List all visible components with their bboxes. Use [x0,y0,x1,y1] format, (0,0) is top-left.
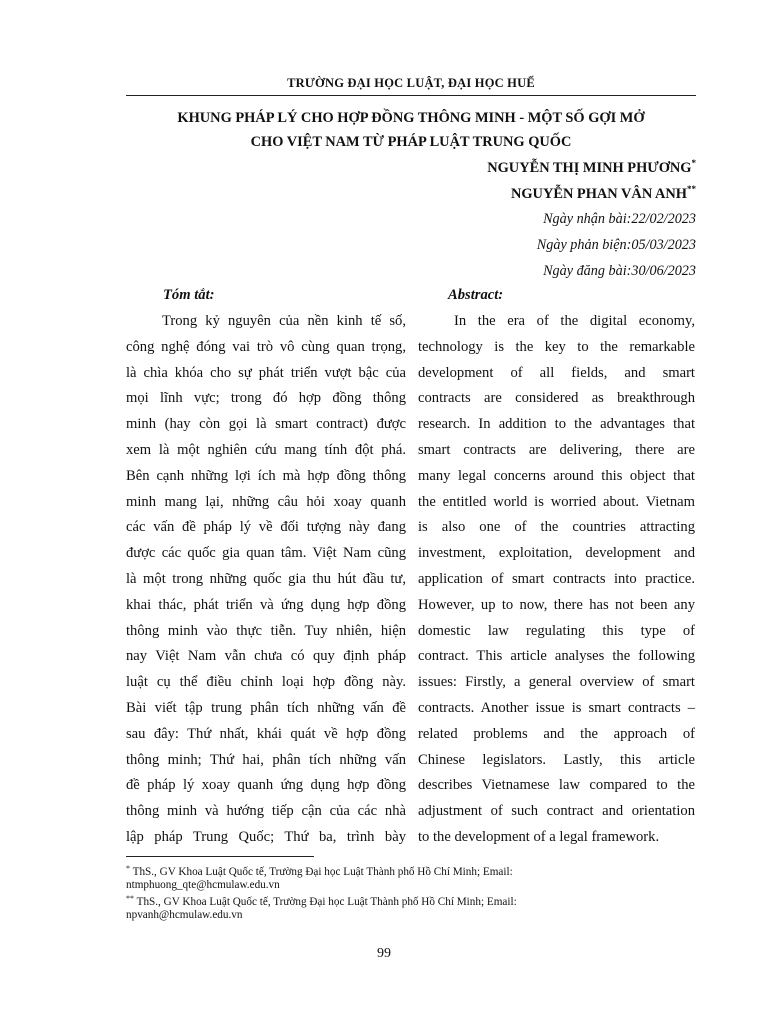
author-1 [487,158,696,177]
abstract-line: application of smart contracts into practice. [418,570,695,587]
abstract-line: research. In addition to the advantages that [418,416,695,433]
abstract-line: contracts. Another issue is smart contracts – [418,699,695,716]
abstract-line: describes Vietnamese law compared to the [418,777,695,794]
summary-line: sau đây: Thứ nhất, khái quát về hợp đồng [126,725,406,742]
abstract-line: Chinese legislators. Lastly, this article [418,751,695,768]
date-received: Ngày nhận bài:22/02/2023 [543,211,696,227]
abstract-line: contract. This article analyses the following [418,648,695,665]
abstract-line: related problems and the approach of [418,725,695,742]
date-published: Ngày đăng bài:30/06/2023 [543,263,696,279]
title-line-2: CHO VIỆT NAM TỪ PHÁP LUẬT TRUNG QUỐC [250,134,572,150]
abstract-line: the entitled world is worried about. Vietnam [418,493,695,510]
summary-line: Bài viết tập trung phân tích những vấn đề [126,699,406,716]
abstract-line: investment, exploitation, development and [418,545,695,562]
summary-line: lập pháp Trung Quốc; Thứ ba, trình bày [126,828,406,845]
summary-line: khai thác, phát triển và ứng dụng hợp đồng [126,596,406,613]
summary-line: luật cụ thể điều chỉnh loại hợp đồng này. [126,674,406,691]
author-2 [511,184,696,203]
abstract-line: However, up to now, there has not been any [418,596,695,613]
date-reviewed: Ngày phản biện:05/03/2023 [536,237,696,253]
summary-line: thông minh; Thứ hai, phân tích những vấn [126,751,406,768]
summary-line: minh (hay còn gọi là smart contract) được [126,416,406,433]
summary-line: nay Việt Nam vẫn chưa có quy định pháp [126,648,406,665]
author-2-mark: ** [687,184,696,194]
summary-line: công nghệ đóng vai trò vô cùng quan trọng, [126,338,406,355]
summary-line: là chìa khóa cho sự phát triển vượt bậc của [126,364,406,381]
abstract-line: to the development of a legal framework. [418,828,660,845]
summary-line: mọi lĩnh vực; trong đó hợp đồng thông [126,390,406,407]
abstract-line: adjustment of such contract and orientation [418,803,695,820]
running-head: TRƯỜNG ĐẠI HỌC LUẬT, ĐẠI HỌC HUẾ [287,76,535,90]
abstract-line: In the era of the digital economy, [454,313,695,329]
footnote-rule [126,856,314,857]
summary-line: thông minh và hướng tiếp cận của các nhà [126,803,406,820]
footnote-1-email[interactable]: ntmphuong_qte@hcmulaw.edu.vn [126,879,280,891]
abstract-line: smart contracts are delivering, there are [418,441,695,458]
summary-body [126,309,406,851]
summary-heading: Tóm tắt: [163,287,215,303]
summary-line: Trong kỷ nguyên của nền kinh tế số, [162,313,406,329]
author-1-mark: * [691,158,696,168]
footnote-2-email[interactable]: npvanh@hcmulaw.edu.vn [126,909,243,921]
summary-line: được các quốc gia quan tâm. Việt Nam cũng [126,545,406,562]
abstract-line: is also one of the countries attracting [418,519,695,536]
abstract-line: domestic law regulating this type of [418,622,695,639]
abstract-line: development of all fields, and smart [418,364,695,381]
article-title [126,106,696,154]
author-2-name: NGUYỄN PHAN VÂN ANH [510,186,687,202]
author-1-name: NGUYỄN THỊ MINH PHƯƠNG [487,160,692,176]
summary-line: các vấn đề pháp lý về đối tượng này đang [126,519,406,536]
footnote-1-text: ThS., GV Khoa Luật Quốc tế, Trường Đại học Luật Thành phố Hồ Chí Minh; Email: [132,866,513,878]
footnote-1-mark: * [126,864,130,873]
abstract-body [418,309,695,851]
abstract-line: technology is the key to the remarkable [418,338,695,355]
footnote-2-text: ThS., GV Khoa Luật Quốc tế, Trường Đại học Luật Thành phố Hồ Chí Minh; Email: [136,896,517,908]
footnote-2-mark: ** [126,894,134,903]
summary-line: xem là một nghiên cứu mang tính đột phá. [126,441,406,458]
summary-line: minh mang lại, những câu hỏi xoay quanh [126,493,406,510]
header-rule [126,95,696,96]
abstract-line: issues: Firstly, a general overview of smart [418,674,695,691]
page-number: 99 [377,946,391,961]
summary-line: Bên cạnh những lợi ích mà hợp đồng thông [126,467,406,484]
footnote-1 [126,862,696,892]
abstract-line: many legal concerns around this object that [418,467,695,484]
abstract-line: contracts are considered as breakthrough [418,390,695,407]
footnotes [126,862,696,922]
summary-line: là một trong những quốc gia thu hút đầu tư, [126,570,406,587]
footnote-2 [126,892,696,922]
title-line-1: KHUNG PHÁP LÝ CHO HỢP ĐỒNG THÔNG MINH - MỘT SỐ GỢI MỞ [177,110,645,126]
summary-line: đề pháp lý xoay quanh ứng dụng hợp đồng [126,777,406,794]
abstract-heading: Abstract: [448,287,504,303]
summary-line: thông minh vào thực tiễn. Tuy nhiên, hiện [126,622,406,639]
